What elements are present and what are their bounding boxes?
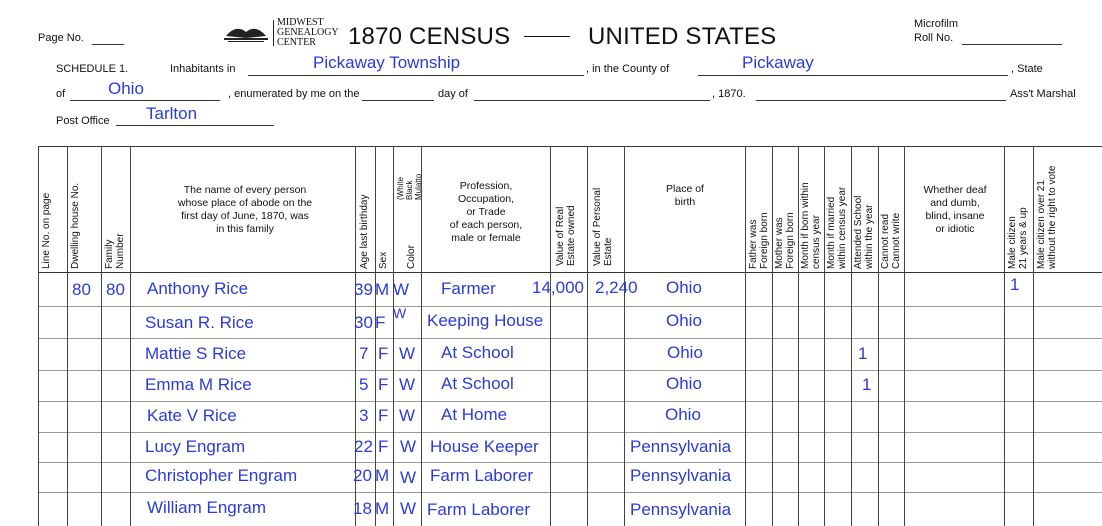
attended-school-mark: 1 [862,375,872,394]
person-name: Lucy Engram [145,437,246,456]
person-name: Susan R. Rice [145,313,254,332]
marshal-label: Ass't Marshal [1010,88,1076,100]
person-age: 5 [359,375,369,394]
person-color: W [399,375,416,394]
month-line[interactable] [474,100,710,101]
day-of-label: day of [438,88,468,100]
col-mother-foreign: Mother was Foreign born [774,212,796,269]
county-line [698,75,1008,76]
place-of-birth: Ohio [666,374,702,393]
person-age: 20 [353,466,372,485]
post-office-value[interactable]: Tarlton [146,104,198,123]
person-color: W [393,280,410,299]
person-age: 7 [359,344,369,363]
enumerated-day-line[interactable] [362,100,434,101]
family-number: 80 [106,280,125,299]
inhabitants-label: Inhabitants in [170,63,236,75]
col-name: The name of every person whose place of abode on the first day of June, 1870, was in this family [177,184,313,235]
col-attended-school: Attended School within the year [853,195,875,269]
col-place-of-birth: Place of birth [666,183,704,208]
col-cannot-read-write: Cannot read Cannot write [880,212,902,269]
person-sex: M [375,466,390,485]
person-name: Anthony Rice [147,279,249,298]
enumerated-label: , enumerated by me on the [228,88,360,100]
col-personal-estate: Value of Personal Estate [592,187,614,266]
county-label: , in the County of [586,63,670,75]
page-no-label: Page No. [38,32,84,44]
person-color: W [400,437,417,456]
year-label: , 1870. [712,88,746,100]
person-occupation: Farmer [441,279,496,298]
dwelling-number: 80 [72,280,91,299]
real-estate-value: 14,000 [532,278,584,297]
person-color: W [400,499,417,518]
person-sex: M [375,280,390,299]
state-value[interactable]: Ohio [108,79,144,98]
place-of-birth: Ohio [666,278,702,297]
page-no-field[interactable] [92,44,124,45]
person-color: W [393,305,407,321]
inhabitants-line [248,75,584,76]
person-sex: F [375,313,386,332]
person-occupation: At Home [441,405,508,424]
title-united-states: UNITED STATES [588,23,777,50]
person-occupation: House Keeper [430,437,539,456]
person-color: W [399,406,416,425]
person-name: Mattie S Rice [145,344,247,363]
male-citizen-mark: 1 [1010,275,1020,294]
attended-school-mark: 1 [858,344,868,363]
schedule-label: SCHEDULE 1. [56,63,129,75]
person-color: W [399,344,416,363]
logo-divider [273,20,274,46]
place-of-birth: Pennsylvania [630,500,732,519]
col-dwelling: Dwelling house No. [70,182,81,269]
col-color: Color [406,245,417,269]
col-age: Age last birthday [359,194,370,269]
place-of-birth: Pennsylvania [630,437,732,456]
col-month-born: Month if born within census year [800,182,822,269]
microfilm-label: Microfilm [914,18,958,30]
library-logo-icon [222,22,270,44]
person-name: William Engram [147,498,267,517]
marshal-line[interactable] [756,100,1006,101]
post-office-label: Post Office [56,115,110,127]
person-occupation: Keeping House [427,311,544,330]
of-label: of [56,88,66,100]
place-of-birth: Ohio [665,405,701,424]
col-citizen-no-vote: Male citizen over 21 without the right to vote [1036,165,1058,269]
person-age: 3 [359,406,369,425]
col-line-no: Line No. on page [41,192,52,269]
col-father-foreign: Father was Foreign born [748,212,770,269]
personal-estate-value: 2,240 [595,278,638,297]
person-name: Emma M Rice [145,375,252,394]
county-value[interactable]: Pickaway [742,53,814,72]
col-sex: Sex [378,251,389,269]
col-male-citizen: Male citizen 21 years & up [1007,207,1029,269]
state-line [70,100,220,101]
person-sex: F [378,437,389,456]
col-color-legend: (White Black Mulatto [396,173,423,200]
state-label: , State [1011,63,1043,75]
title-census: 1870 CENSUS [348,23,511,50]
col-real-estate: Value of Real Estate owned [555,205,577,266]
person-sex: M [375,499,390,518]
person-occupation: At School [441,343,514,362]
person-occupation: Farm Laborer [427,500,530,519]
roll-no-field[interactable] [962,44,1062,45]
person-occupation: At School [441,374,514,393]
title-dash [524,36,570,37]
person-sex: F [378,375,389,394]
place-of-birth: Ohio [666,311,702,330]
roll-no-label: Roll No. [914,32,954,44]
person-age: 22 [354,437,373,456]
person-sex: F [378,344,389,363]
person-age: 39 [354,280,373,299]
person-color: W [400,468,417,487]
col-deaf-blind: Whether deaf and dumb, blind, insane or idiotic [923,184,987,235]
post-office-line [116,125,274,126]
person-occupation: Farm Laborer [430,466,533,485]
person-sex: F [378,406,389,425]
person-age: 30 [354,313,373,332]
inhabitants-value[interactable]: Pickaway Township [313,53,461,72]
person-age: 18 [353,499,372,518]
person-name: Kate V Rice [147,406,237,425]
place-of-birth: Ohio [667,343,703,362]
col-month-married: Month if married within census year [826,186,848,269]
col-profession: Profession, Occupation, or Trade of each person, male or female [449,180,523,244]
logo-text: MIDWEST GENEALOGY CENTER [277,17,339,48]
person-name: Christopher Engram [145,466,298,485]
col-family: Family Number [104,233,126,269]
place-of-birth: Pennsylvania [630,466,732,485]
